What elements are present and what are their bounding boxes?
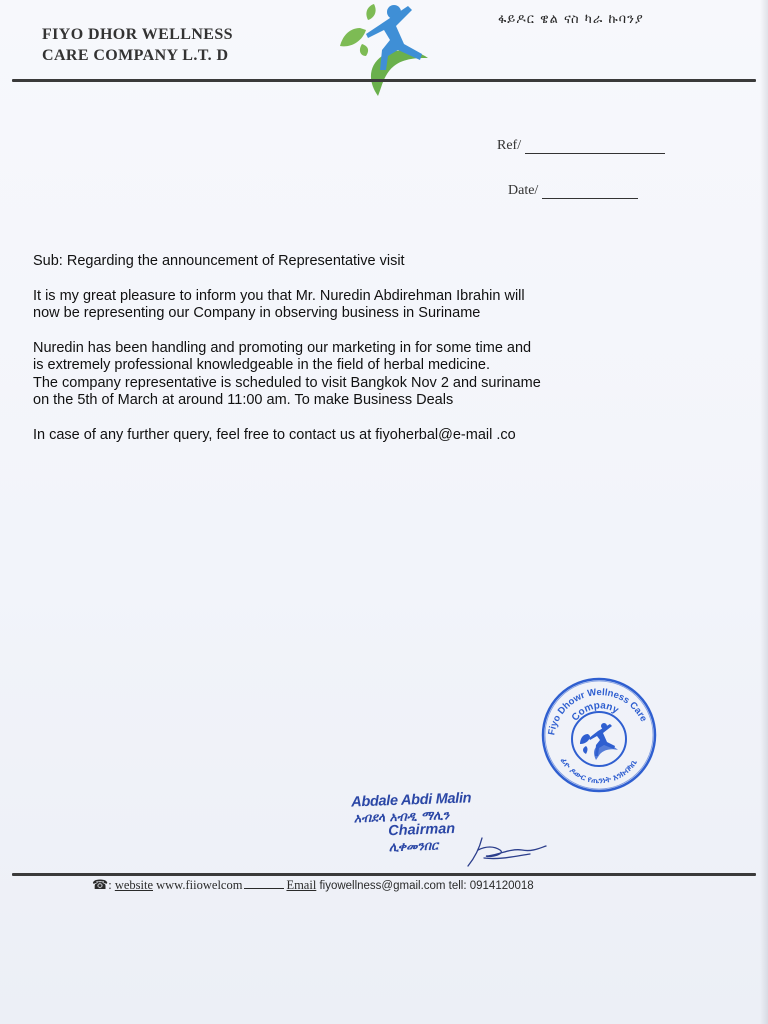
company-name-line2: CARE COMPANY L.T. D bbox=[42, 47, 229, 64]
phone-icon: ☎ bbox=[92, 878, 109, 893]
date-field bbox=[508, 183, 638, 199]
company-name-line1: FIYO DHOR WELLNESS bbox=[42, 26, 233, 43]
handwritten-signature bbox=[460, 836, 550, 870]
header-divider bbox=[12, 79, 756, 82]
stamp-inner-text: Company bbox=[569, 700, 621, 724]
footer-contact: ☎ : website www.fiiowelcom Email fiyowellness@gmail.com tell: 0914120018 bbox=[92, 878, 534, 893]
letter-body bbox=[33, 253, 613, 461]
footer-divider bbox=[12, 873, 756, 876]
website-label: website bbox=[114, 878, 153, 892]
company-name-amharic: ፋይዶር ዌል ናስ ካራ ኩባንያ bbox=[498, 12, 644, 27]
paragraph-2-line-4: on the 5th of March at around 11:00 am. To make Business Deals bbox=[33, 392, 454, 408]
email-text: fiyowellness@gmail.com bbox=[319, 880, 446, 892]
ref-label: Ref/ bbox=[497, 138, 522, 153]
paragraph-2-line-2: is extremely professional knowledgeable in the field of herbal medicine. bbox=[33, 357, 491, 373]
letter-subject: Sub: Regarding the announcement of Representative visit bbox=[33, 253, 405, 269]
paragraph-1-line-1: It is my great pleasure to inform you that Mr. Nuredin Abdirehman Ibrahin will bbox=[33, 287, 525, 304]
date-blank-line bbox=[542, 186, 638, 199]
signatory-title: Chairman bbox=[388, 820, 456, 840]
signatory-title-amharic: ሊቀመንበር bbox=[388, 837, 439, 855]
company-logo-icon bbox=[338, 4, 434, 98]
stamp-outer-text: Fiyo Dhowr Wellness Care bbox=[546, 687, 650, 737]
ref-field bbox=[497, 138, 665, 154]
page-edge-shadow bbox=[760, 0, 768, 1024]
ref-blank-line bbox=[525, 141, 665, 154]
company-stamp bbox=[540, 676, 658, 794]
letter-paragraph-2 bbox=[33, 340, 613, 410]
stamp-logo-icon bbox=[580, 723, 618, 760]
website-text: www.fiiowelcom bbox=[156, 878, 243, 892]
stamp-amharic-text: ፊዮ ዶውር የጤንነት እንክብካቤ bbox=[558, 756, 639, 786]
letter-paragraph-1 bbox=[33, 288, 613, 323]
date-label: Date/ bbox=[508, 183, 539, 198]
paragraph-2-line-3: The company representative is scheduled to visit Bangkok Nov 2 and suriname bbox=[33, 374, 541, 391]
telephone-text: tell: 0914120018 bbox=[448, 880, 534, 892]
signatory-name: Abdale Abdi Malin bbox=[350, 790, 472, 811]
email-label: Email bbox=[286, 878, 317, 892]
signatory-name-amharic: አብደላ አብዲ ማሊን bbox=[353, 807, 450, 826]
company-name bbox=[42, 24, 233, 66]
footer-gap-line bbox=[244, 879, 284, 889]
paragraph-1-line-2: now be representing our Company in observing business in Suriname bbox=[33, 305, 481, 321]
paragraph-2-line-1: Nuredin has been handling and promoting our marketing in for some time and bbox=[33, 339, 532, 356]
letter-paragraph-3: In case of any further query, feel free to contact us at fiyoherbal@e-mail .co bbox=[33, 426, 516, 443]
